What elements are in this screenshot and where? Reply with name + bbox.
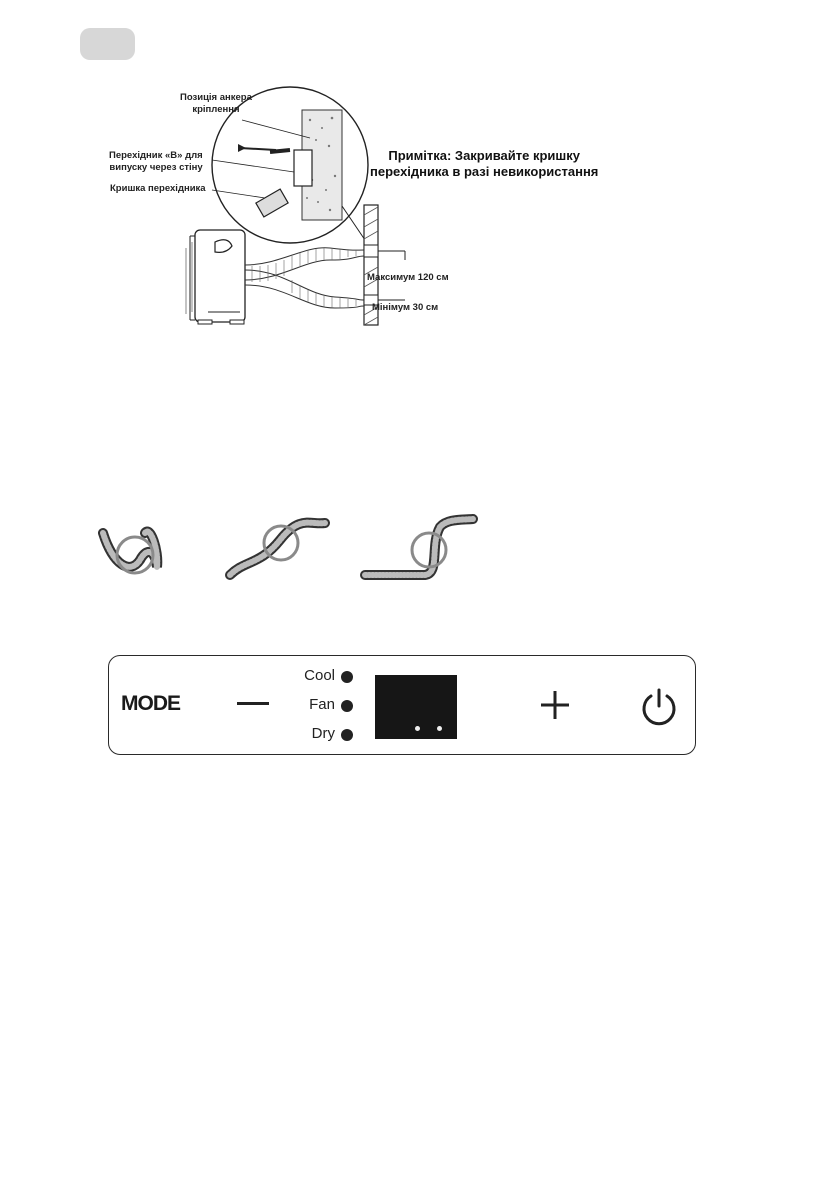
mode-button[interactable]: MODE — [121, 692, 180, 715]
installation-note: Примітка: Закривайте кришку перехідника в разі невикористання — [370, 148, 599, 179]
hose-bend-examples — [95, 505, 495, 605]
led-label-dry: Dry — [311, 725, 335, 742]
hose-example-1 — [103, 531, 157, 573]
led-label-cool: Cool — [304, 667, 335, 684]
display-dot-2 — [437, 726, 442, 731]
fan-led — [341, 700, 353, 712]
dry-led — [341, 729, 353, 741]
min-height-label: Мінімум 30 см — [372, 302, 439, 313]
power-icon[interactable] — [639, 686, 679, 726]
hose-example-3 — [365, 519, 473, 575]
hose-example-2 — [230, 523, 325, 575]
anchor-position-label: Позиція анкера кріплення — [180, 92, 252, 115]
installation-drawing — [80, 80, 640, 340]
led-label-fan: Fan — [309, 696, 335, 713]
control-panel — [108, 655, 696, 755]
adapter-cover-label: Кришка перехідника — [110, 183, 206, 194]
display-dot-1 — [415, 726, 420, 731]
cool-led — [341, 671, 353, 683]
installation-diagram — [80, 80, 640, 340]
max-height-label: Максимум 120 см — [367, 272, 449, 283]
adapter-b-label: Перехідник «В» для випуску через стіну — [109, 150, 203, 173]
digital-display — [375, 675, 457, 739]
plus-icon[interactable] — [539, 689, 571, 721]
minus-icon[interactable] — [237, 702, 269, 705]
page-number-tab — [80, 28, 135, 60]
